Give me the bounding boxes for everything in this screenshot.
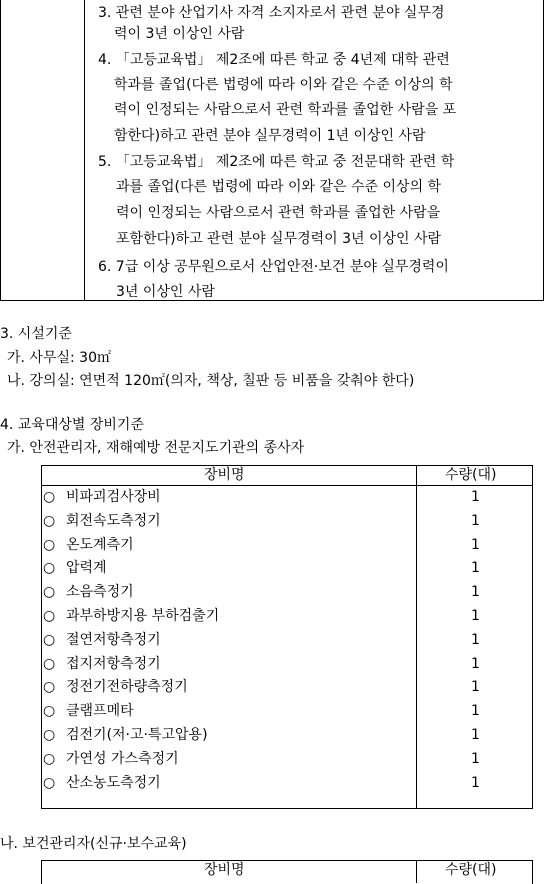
- circle-bullet-icon: ○: [43, 775, 56, 791]
- table-row: [41, 512, 533, 532]
- equipment-name: 온도계측기: [66, 537, 134, 553]
- equipment-name: 검전기(저·고·특고압용): [66, 727, 208, 743]
- equipment-qty: 1: [471, 727, 480, 743]
- equipment-name: 정전기전하량측정기: [66, 679, 188, 695]
- qualification-line: 5. 「고등교육법」 제2조에 따른 학교 중 전문대학 관련 학: [98, 154, 455, 170]
- qualification-line: 4. 「고등교육법」 제2조에 따른 학교 중 4년제 대학 관련: [98, 52, 450, 68]
- equipment-qty: 1: [471, 679, 480, 695]
- qualification-line: 력이 인정되는 사람으로서 관련 학과를 졸업한 사람을: [116, 205, 441, 221]
- equipment-name: 비파괴검사장비: [66, 489, 161, 505]
- equipment-qty: 1: [471, 775, 480, 791]
- equipment-qty: 1: [471, 656, 480, 672]
- table-row: [41, 536, 533, 556]
- facility-lecture-room: 나. 강의실: 연면적 120㎡(의자, 책상, 칠판 등 비품을 갖춰야 한다): [7, 373, 415, 389]
- facility-heading: 3. 시설기준: [0, 326, 72, 342]
- equipment-name: 가연성 가스측정기: [66, 751, 179, 767]
- equipment-qty: 1: [471, 560, 480, 576]
- equipment-name: 클램프메타: [66, 703, 134, 719]
- table-row: [41, 559, 533, 579]
- circle-bullet-icon: ○: [43, 513, 56, 529]
- table-row: [41, 488, 533, 508]
- equipment-name: 산소농도측정기: [66, 775, 161, 791]
- circle-bullet-icon: ○: [43, 560, 56, 576]
- table-column-rule: [416, 860, 417, 883]
- column-header-qty: 수량(대): [445, 862, 497, 878]
- equipment-qty: 1: [471, 584, 480, 600]
- equipment-qty: 1: [471, 537, 480, 553]
- equipment-qty: 1: [471, 608, 480, 624]
- table-row: [41, 750, 533, 770]
- table-row: [41, 678, 533, 698]
- table-row: [41, 702, 533, 722]
- circle-bullet-icon: ○: [43, 703, 56, 719]
- circle-bullet-icon: ○: [43, 608, 56, 624]
- circle-bullet-icon: ○: [43, 584, 56, 600]
- table-header-rule: [41, 485, 533, 486]
- column-header-qty: 수량(대): [445, 467, 497, 483]
- equipment-qty: 1: [471, 513, 480, 529]
- equipment-name: 압력계: [66, 560, 107, 576]
- table-row: [41, 583, 533, 603]
- equipment-name: 회전속도측정기: [66, 513, 161, 529]
- equipment-qty: 1: [471, 703, 480, 719]
- equipment-heading: 4. 교육대상별 장비기준: [0, 417, 144, 433]
- equipment-name: 접지저항측정기: [66, 656, 161, 672]
- column-header-name: 장비명: [204, 862, 245, 878]
- table-divider: [84, 0, 85, 301]
- table-row: [41, 726, 533, 746]
- qualification-line: 포함한다)하고 관련 분야 실무경력이 3년 이상인 사람: [116, 231, 442, 247]
- qualification-line: 력이 3년 이상인 사람: [114, 26, 245, 42]
- table-row: [41, 655, 533, 675]
- qualification-line: 함한다)하고 관련 분야 실무경력이 1년 이상인 사람: [114, 128, 426, 144]
- equipment-subheading-a: 가. 안전관리자, 재해예방 전문지도기관의 종사자: [7, 440, 305, 456]
- circle-bullet-icon: ○: [43, 727, 56, 743]
- table-row: [41, 774, 533, 794]
- column-header-name: 장비명: [204, 467, 245, 483]
- qualification-table: [0, 0, 544, 301]
- equipment-qty: 1: [471, 489, 480, 505]
- circle-bullet-icon: ○: [43, 537, 56, 553]
- equipment-qty: 1: [471, 632, 480, 648]
- qualification-line: 력이 인정되는 사람으로서 관련 학과를 졸업한 사람을 포: [114, 102, 457, 118]
- equipment-name: 과부하방지용 부하검출기: [66, 608, 220, 624]
- qualification-line: 과를 졸업(다른 법령에 따라 이와 같은 수준 이상의 학: [116, 179, 442, 195]
- equipment-name: 절연저항측정기: [66, 632, 161, 648]
- table-row: [41, 631, 533, 651]
- qualification-line: 3년 이상인 사람: [116, 284, 215, 300]
- qualification-line: 6. 7급 이상 공무원으로서 산업안전·보건 분야 실무경력이: [98, 259, 449, 275]
- facility-office: 가. 사무실: 30㎡: [7, 350, 111, 366]
- table-row: [41, 607, 533, 627]
- circle-bullet-icon: ○: [43, 751, 56, 767]
- equipment-name: 소음측정기: [66, 584, 134, 600]
- equipment-subheading-b: 나. 보건관리자(신규·보수교육): [0, 836, 187, 852]
- circle-bullet-icon: ○: [43, 656, 56, 672]
- circle-bullet-icon: ○: [43, 679, 56, 695]
- qualification-line: 3. 관련 분야 산업기사 자격 소지자로서 관련 분야 실무경: [98, 5, 445, 21]
- equipment-qty: 1: [471, 751, 480, 767]
- circle-bullet-icon: ○: [43, 632, 56, 648]
- qualification-line: 학과를 졸업(다른 법령에 따라 이와 같은 수준 이상의 학: [114, 77, 453, 93]
- circle-bullet-icon: ○: [43, 489, 56, 505]
